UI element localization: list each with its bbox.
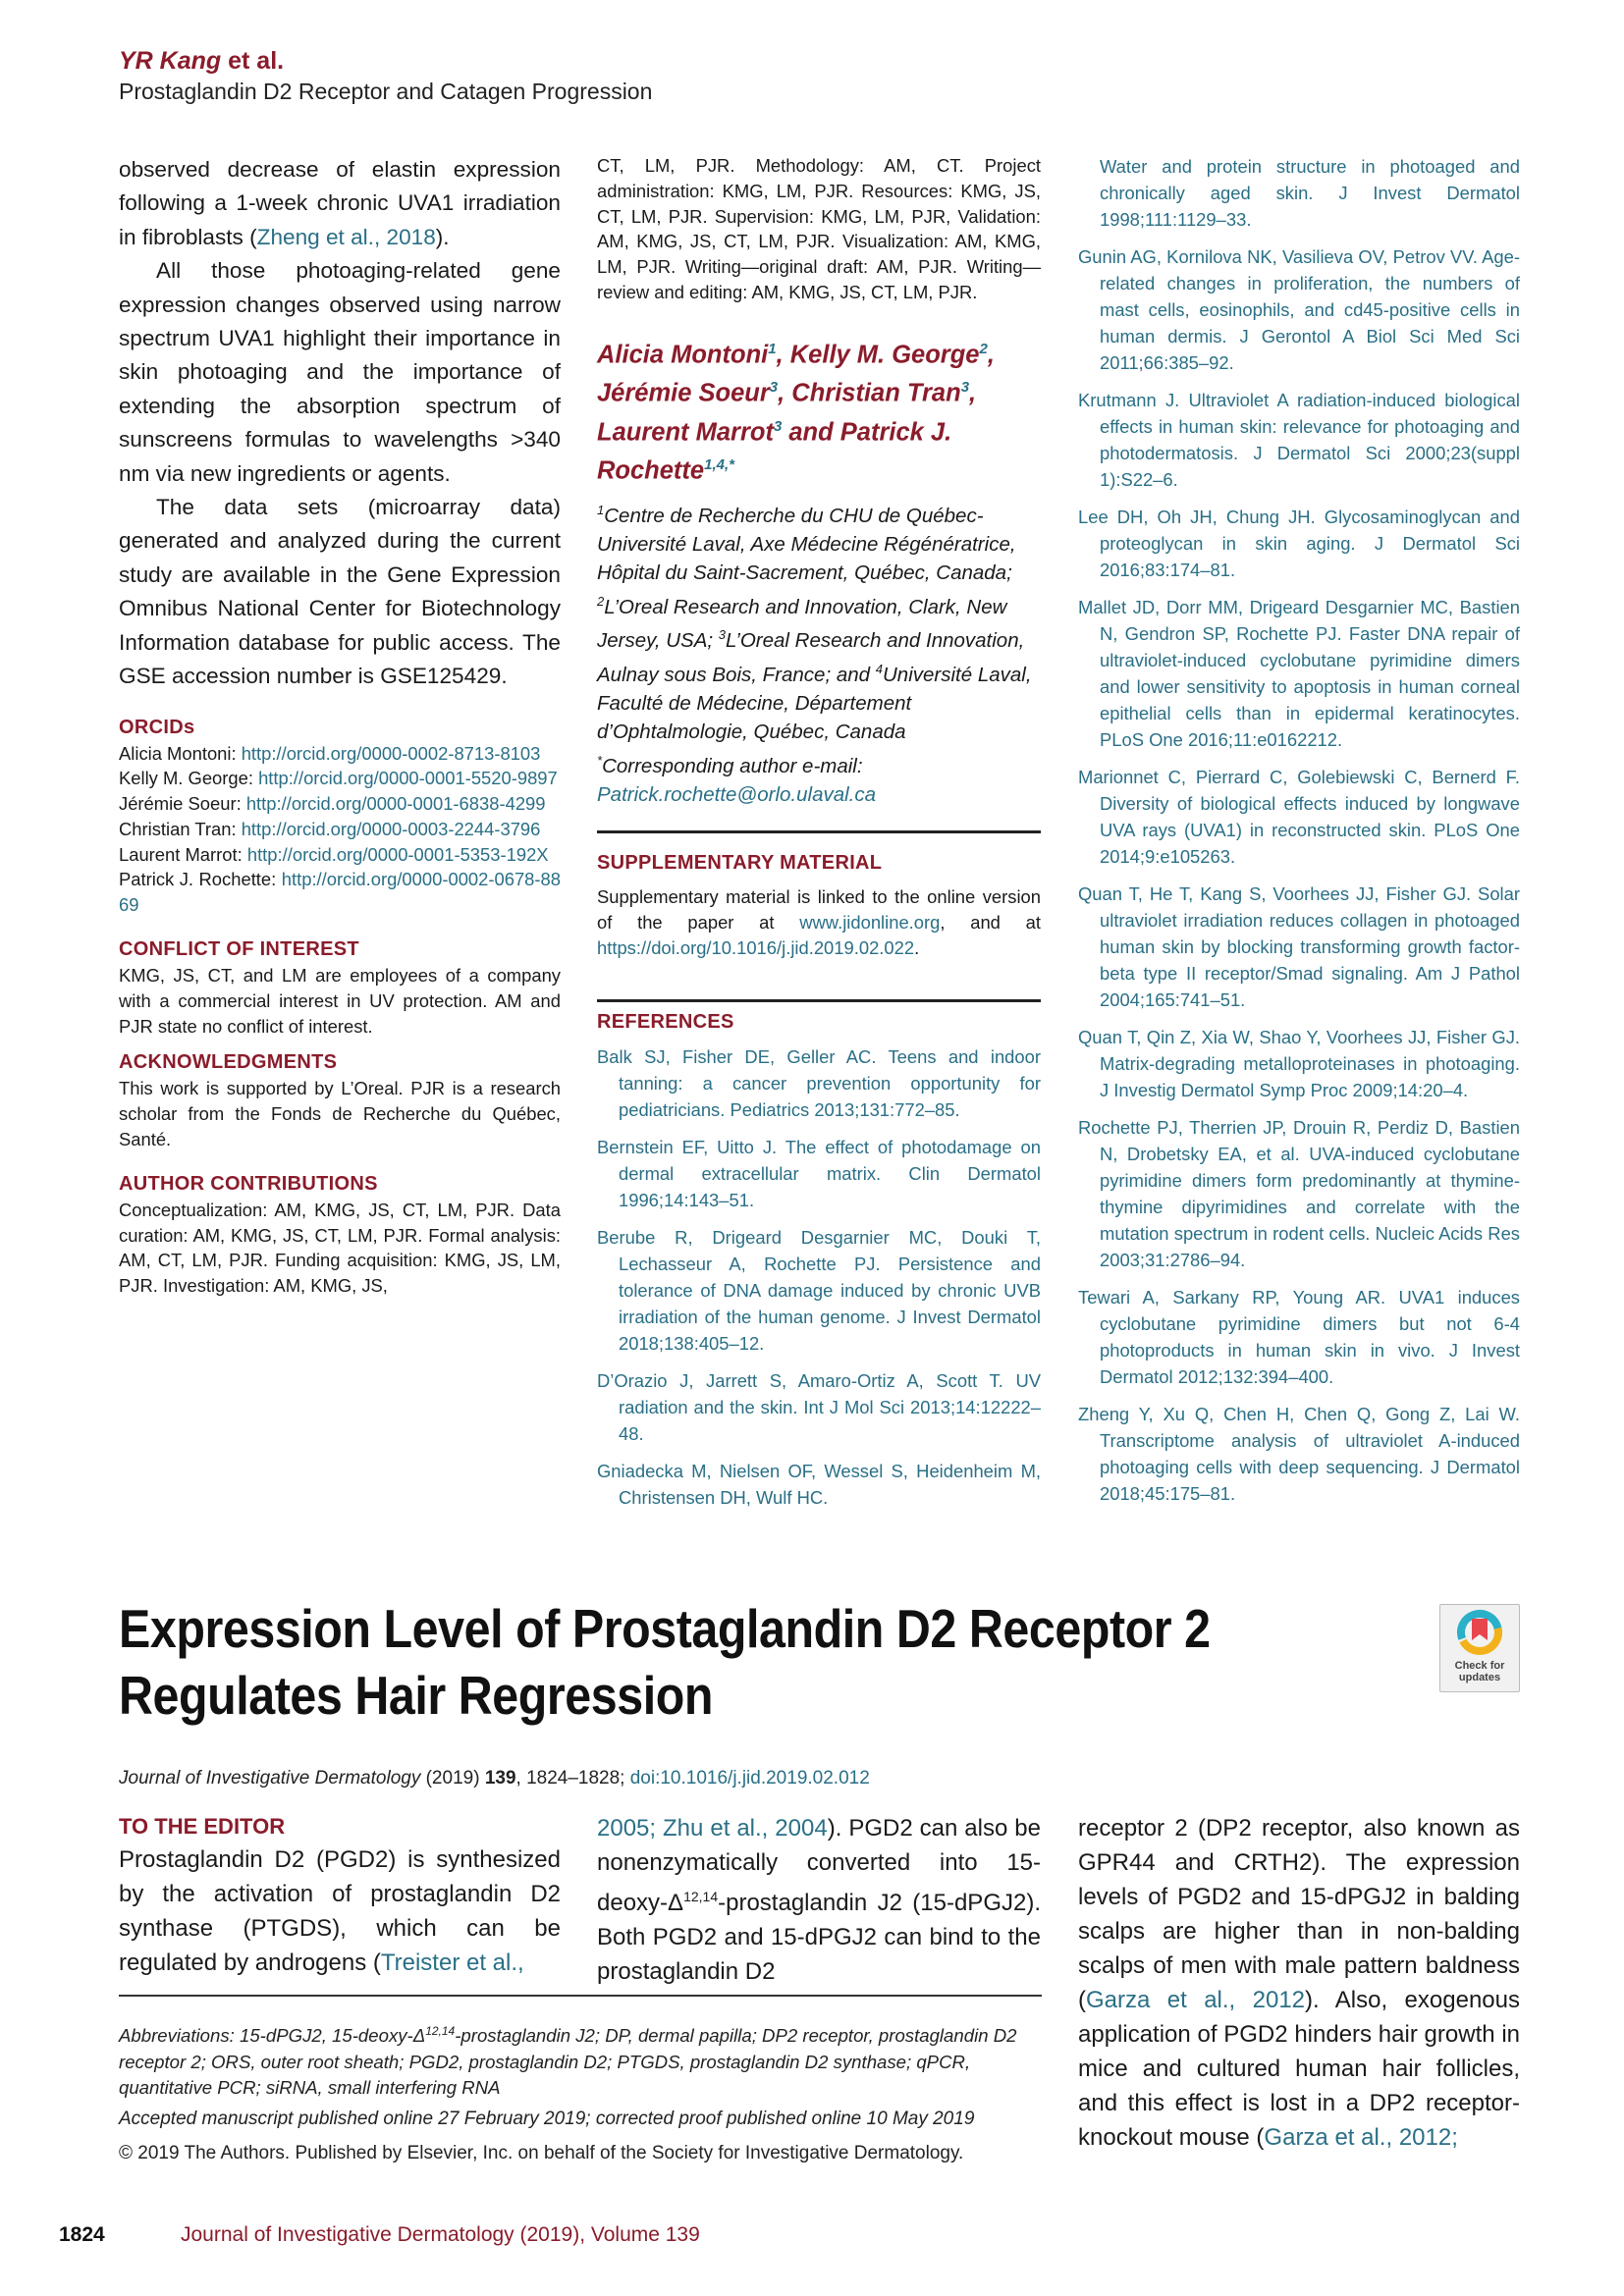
reference-item[interactable]: Tewari A, Sarkany RP, Young AR. UVA1 induces cyclobutane pyrimidine dimers but not 6-4 photoproducts in human skin in vivo. J Invest Dermatol 2012;132:394–400. — [1078, 1287, 1520, 1387]
orcid-link[interactable]: http://orcid.org/0000-0001-6838-4299 — [245, 793, 546, 815]
asterisk: * — [597, 753, 603, 769]
author-lead: YR Kang — [119, 47, 222, 75]
footnote-divider — [119, 1995, 1042, 1997]
footer-journal-title: Journal of Investigative Dermatology (2019), Volume 139 — [181, 2223, 700, 2246]
corresponding-author — [597, 746, 1041, 809]
affil-sup: 4 — [875, 662, 883, 677]
orcid-link[interactable]: http://orcid.org/0000-0003-2244-3796 — [241, 818, 541, 839]
text: ). — [435, 224, 450, 249]
separator: and — [782, 418, 840, 447]
orcid-name: Kelly M. George: — [119, 768, 259, 789]
affil-sup: 3 — [718, 627, 727, 643]
orcid-name: Jérémie Soeur: — [119, 793, 246, 815]
text: Prostaglandin D2 (PGD2) is synthesized by the activation of prostaglandin D2 synthase (PTGDS), which can be regulated by androgens ( — [119, 1846, 561, 1976]
author-name: Patrick J. Rochette — [597, 418, 952, 485]
author-name: Christian Tran — [791, 379, 961, 407]
text: -prostaglandin J2; DP, dermal papilla; DP2 receptor, prostaglandin D2 receptor 2; ORS, outer root sheath; PGD2, prostaglandin D2; PTGDS, prostaglandin D2 synthase; qPCR, quantitative PCR; siRNA, small interfering RNA — [119, 2025, 1017, 2099]
orcid-item — [119, 741, 561, 767]
page-number: 1824 — [59, 2223, 105, 2246]
citation-link[interactable]: Garza et al., 2012; — [1264, 2124, 1458, 2151]
author-name: Alicia Montoni — [597, 341, 769, 369]
prev-article-column-2 — [597, 153, 1041, 1522]
reference-item[interactable]: Gniadecka M, Nielsen OF, Wessel S, Heidenheim M, Christensen DH, Wulf HC. — [597, 1461, 1041, 1509]
text: observed decrease of elastin expression following a 1-week chronic UVA1 irradiation in fibroblasts ( — [119, 157, 561, 249]
author-affil-sup: 1,4,* — [704, 456, 734, 474]
contributions-text-continued: CT, LM, PJR. Methodology: AM, CT. Project administration: KMG, LM, PJR. Resources: KMG, JS, CT, LM, PJR. Supervision: KMG, LM, PJR, Validation: AM, KMG, JS, CT, LM, PJR. Visualization: AM, KMG, LM, PJR. Writing—original draft: AM, PJR. Writing—review and editing: AM, KMG, JS, CT, LM, PJR. — [597, 155, 1041, 302]
badge-line: updates — [1458, 1672, 1501, 1683]
author-affil-sup: 1 — [768, 340, 777, 357]
citation-link[interactable]: Treister et al., — [380, 1949, 524, 1976]
body-paragraph: The data sets (microarray data) generated and analyzed during the current study are available in the Gene Expression Omnibus National Center for Biotechnology Information database for public access. The GSE accession number is GSE125429. — [119, 495, 561, 689]
orcid-name: Christian Tran: — [119, 818, 242, 839]
body-paragraph — [119, 153, 561, 254]
affiliation: L’Oreal Research and Innovation, Aulnay sous Bois, France; and — [597, 629, 1025, 687]
section-heading-to-the-editor: TO THE EDITOR — [119, 1814, 286, 1839]
reference-item[interactable]: Bernstein EF, Uitto J. The effect of photodamage on dermal extracellular matrix. Clin Dermatol 1996;14:143–51. — [597, 1137, 1041, 1211]
reference-item[interactable]: Mallet JD, Dorr MM, Drigeard Desgarnier MC, Bastien N, Gendron SP, Rochette PJ. Faster DNA repair of ultraviolet-induced cyclobutane pyrimidine dimers and lower sensitivity to apoptosis in human corneal epithelial cells than in epidermal keratinocytes. PLoS One 2016;11:e0162212. — [1078, 597, 1520, 750]
volume: 139 — [484, 1768, 516, 1789]
reference-item-continued[interactable]: Water and protein structure in photoaged and chronically aged skin. J Invest Dermatol 1998;111:1129–33. — [1100, 156, 1520, 230]
orcid-item — [119, 791, 561, 817]
text: , and at — [940, 911, 1041, 933]
corresponding-email-link[interactable]: Patrick.rochette@orlo.ulaval.ca — [597, 782, 877, 806]
section-heading-conflict: CONFLICT OF INTEREST — [119, 938, 359, 961]
orcid-name: Patrick J. Rochette: — [119, 869, 282, 890]
year: (2019) — [420, 1768, 485, 1789]
prev-article-column-3 — [1078, 153, 1520, 1518]
orcid-item — [119, 766, 561, 791]
text: Abbreviations: 15-dPGJ2, 15-deoxy-Δ — [119, 2025, 426, 2047]
orcid-name: Alicia Montoni: — [119, 742, 242, 764]
new-article-column-3 — [1078, 1811, 1520, 2155]
author-etal: et al. — [221, 47, 285, 75]
orcid-item — [119, 817, 561, 842]
author-list — [597, 333, 1041, 488]
reference-item[interactable]: D’Orazio J, Jarrett S, Amaro-Ortiz A, Scott T. UV radiation and the skin. Int J Mol Sci 2013;14:12222–48. — [597, 1370, 1041, 1445]
author-name: Laurent Marrot — [597, 418, 774, 447]
accepted-date-note: Accepted manuscript published online 27 February 2019; corrected proof published online 10 May 2019 — [119, 2109, 975, 2129]
separator: , — [776, 341, 790, 369]
reference-item[interactable]: Gunin AG, Kornilova NK, Vasilieva OV, Petrov VV. Age-related changes in proliferation, the numbers of mast cells, eosinophils, and cd45-positive cells in human dermis. J Gerontol A Biol Sci Med Sci 2011;66:385–92. — [1078, 246, 1520, 373]
journal-name: Journal of Investigative Dermatology — [119, 1768, 421, 1789]
orcid-link[interactable]: http://orcid.org/0000-0001-5520-9897 — [258, 768, 558, 789]
separator: , — [987, 341, 995, 369]
citation-link[interactable]: Zheng et al., 2018 — [256, 224, 436, 249]
orcid-list — [119, 741, 561, 919]
reference-item[interactable]: Quan T, Qin Z, Xia W, Shao Y, Voorhees JJ, Fisher GJ. Matrix-degrading metalloproteinases in photoaging. J Investig Dermatol Symp Proc 2009;14:20–4. — [1078, 1027, 1520, 1100]
section-heading-orcids: ORCIDs — [119, 716, 195, 738]
new-article-column-2 — [597, 1811, 1041, 1989]
author-affil-sup: 3 — [773, 417, 783, 435]
author-affil-sup: 3 — [960, 379, 970, 397]
orcid-link[interactable]: http://orcid.org/0000-0002-0678-8869 — [119, 869, 561, 916]
body-paragraph — [119, 1842, 561, 1980]
jidonline-link[interactable]: www.jidonline.org — [799, 911, 941, 933]
badge-label — [1440, 1660, 1519, 1683]
abbreviations-footnote — [119, 2018, 1042, 2102]
section-heading-supplementary: SUPPLEMENTARY MATERIAL — [597, 851, 883, 874]
reference-item[interactable]: Krutmann J. Ultraviolet A radiation-induced biological effects in human skin: relevance for photoaging and photodermatosis. J Dermatol Sci 2000;23(suppl 1):S22–6. — [1078, 390, 1520, 490]
section-heading-references: REFERENCES — [597, 1011, 734, 1034]
superscript: 12,14 — [683, 1889, 719, 1904]
affiliation: Centre de Recherche du CHU de Québec-Université Laval, Axe Médecine Régénératrice, Hôpital du Saint-Sacrement, Québec, Canada; — [597, 504, 1016, 584]
prev-article-column-1 — [119, 153, 561, 1299]
citation-link[interactable]: 2005; Zhu et al., 2004 — [597, 1815, 828, 1842]
reference-item[interactable]: Berube R, Drigeard Desgarnier MC, Douki T, Lechasseur A, Rochette PJ. Persistence and tolerance of DNA damage induced by chronic UVB irradiation of the human genome. J Invest Dermatol 2018;138:405–12. — [597, 1227, 1041, 1355]
pages: , 1824–1828; — [515, 1768, 630, 1789]
author-name: Kelly M. George — [789, 341, 980, 369]
contributions-text: Conceptualization: AM, KMG, JS, CT, LM, PJR. Data curation: AM, KMG, JS, CT, LM, PJR. Formal analysis: AM, CT, LM, PJR. Funding acquisition: KMG, JS, LM, PJR. Investigation: AM, KMG, JS, — [119, 1199, 561, 1297]
conflict-text: KMG, JS, CT, and LM are employees of a company with a commercial interest in UV protection. AM and PJR state no conflict of interest. — [119, 965, 561, 1037]
reference-item[interactable]: Balk SJ, Fisher DE, Geller AC. Teens and indoor tanning: a cancer prevention opportunity for pediatricians. Pediatrics 2013;131:772–85. — [597, 1046, 1041, 1121]
article-citation — [119, 1768, 870, 1789]
check-for-updates-icon — [1440, 1605, 1519, 1660]
new-article-column-1 — [119, 1811, 561, 1980]
body-paragraph — [597, 1811, 1041, 1989]
reference-item[interactable]: Marionnet C, Pierrard C, Golebiewski C, Bernerd F. Diversity of biological effects induced by longwave UVA rays (UVA1) in reconstructed skin. PLoS One 2014;9:e105263. — [1078, 767, 1520, 867]
check-for-updates-button[interactable] — [1439, 1604, 1520, 1692]
affiliation: Université Laval, Faculté de Médecine, Département d’Ophtalmologie, Québec, Canada — [597, 664, 1032, 744]
body-paragraph — [1078, 1811, 1520, 2155]
reference-item[interactable]: Quan T, He T, Kang S, Voorhees JJ, Fisher GJ. Solar ultraviolet irradiation reduces collagen in photoaged human skin by blocking transforming growth factor-beta type II receptor/Smad signaling. Am J Pathol 2004;165:741–51. — [1078, 883, 1520, 1010]
orcid-item — [119, 842, 561, 868]
reference-item[interactable]: Rochette PJ, Therrien JP, Drouin R, Perdiz D, Bastien N, Drobetsky EA, et al. UVA-induced cyclobutane pyrimidine dimers form predominantly at thymine-thymine dipyrimidines and correlate with the mutation spectrum in rodent cells. Nucleic Acids Res 2003;31:2786–94. — [1078, 1117, 1520, 1270]
text: -prostaglandin J2 (15-dPGJ2). Both PGD2 and 15-dPGJ2 can bind to the prostaglandin D2 — [597, 1890, 1041, 1985]
running-head-author — [119, 47, 284, 76]
body-paragraph: All those photoaging-related gene expression changes observed using narrow spectrum UVA1 highlight their importance in skin photoaging and the importance of extending the absorption spectrum of sunscreens formulas to wavelengths >340 nm via new ingredients or agents. — [119, 258, 561, 486]
doi-link[interactable]: https://doi.org/10.1016/j.jid.2019.02.022 — [597, 936, 915, 958]
article-title: Expression Level of Prostaglandin D2 Receptor 2 Regulates Hair Regression — [119, 1598, 1211, 1726]
superscript: 12,14 — [425, 2024, 456, 2038]
text: ). PGD2 can also be nonenzymatically converted into 15-deoxy-Δ — [597, 1815, 1041, 1916]
separator: , — [778, 379, 792, 407]
section-heading-contributions: AUTHOR CONTRIBUTIONS — [119, 1172, 378, 1195]
acknowledgments-text: This work is supported by L’Oreal. PJR is a research scholar from the Fonds de Recherche du Québec, Santé. — [119, 1078, 561, 1150]
affil-sup: 2 — [597, 593, 605, 609]
separator: , — [969, 379, 977, 407]
section-heading-acknowledgments: ACKNOWLEDGMENTS — [119, 1051, 338, 1074]
orcid-link[interactable]: http://orcid.org/0000-0002-8713-8103 — [241, 742, 541, 764]
affiliations — [597, 496, 1041, 746]
affil-sup: 1 — [597, 502, 605, 517]
orcid-name: Laurent Marrot: — [119, 843, 247, 865]
reference-item[interactable]: Zheng Y, Xu Q, Chen H, Chen Q, Gong Z, Lai W. Transcriptome analysis of ultraviolet A-induced photoaging cells with deep sequencing. J Dermatol 2018;45:175–81. — [1078, 1404, 1520, 1504]
corresponding-label: Corresponding author e-mail: — [602, 754, 863, 777]
author-name: Jérémie Soeur — [597, 379, 770, 407]
author-affil-sup: 3 — [769, 379, 779, 397]
affiliation: L’Oreal Research and Innovation, Clark, New Jersey, USA; — [597, 595, 1007, 653]
article-doi-link[interactable]: doi:10.1016/j.jid.2019.02.012 — [629, 1768, 870, 1789]
orcid-item — [119, 867, 561, 918]
text: receptor 2 (DP2 receptor, also known as GPR44 and CRTH2). The expression levels of PGD2 and 15-dPGJ2 in balding scalps are higher than in non-balding scalps of men with male pattern baldness ( — [1078, 1815, 1520, 2013]
text: ). Also, exogenous application of PGD2 hinders hair growth in mice and cultured human hair follicles, and this effect is lost in a DP2 receptor-knockout mouse ( — [1078, 1987, 1520, 2151]
text: Supplementary material is linked to the online version of the paper at — [597, 885, 1041, 933]
supplementary-text — [597, 884, 1041, 960]
copyright-note: © 2019 The Authors. Published by Elsevier, Inc. on behalf of the Society for Investigative Dermatology. — [119, 2143, 964, 2163]
author-affil-sup: 2 — [979, 340, 988, 357]
running-head-title: Prostaglandin D2 Receptor and Catagen Progression — [119, 79, 653, 104]
reference-item[interactable]: Lee DH, Oh JH, Chung JH. Glycosaminoglycan and proteoglycan in skin aging. J Dermatol Sci 2016;83:174–81. — [1078, 507, 1520, 580]
text: . — [914, 936, 920, 958]
badge-line: Check for — [1454, 1660, 1505, 1672]
orcid-link[interactable]: http://orcid.org/0000-0001-5353-192X — [246, 843, 549, 865]
citation-link[interactable]: Garza et al., 2012 — [1086, 1987, 1306, 2013]
